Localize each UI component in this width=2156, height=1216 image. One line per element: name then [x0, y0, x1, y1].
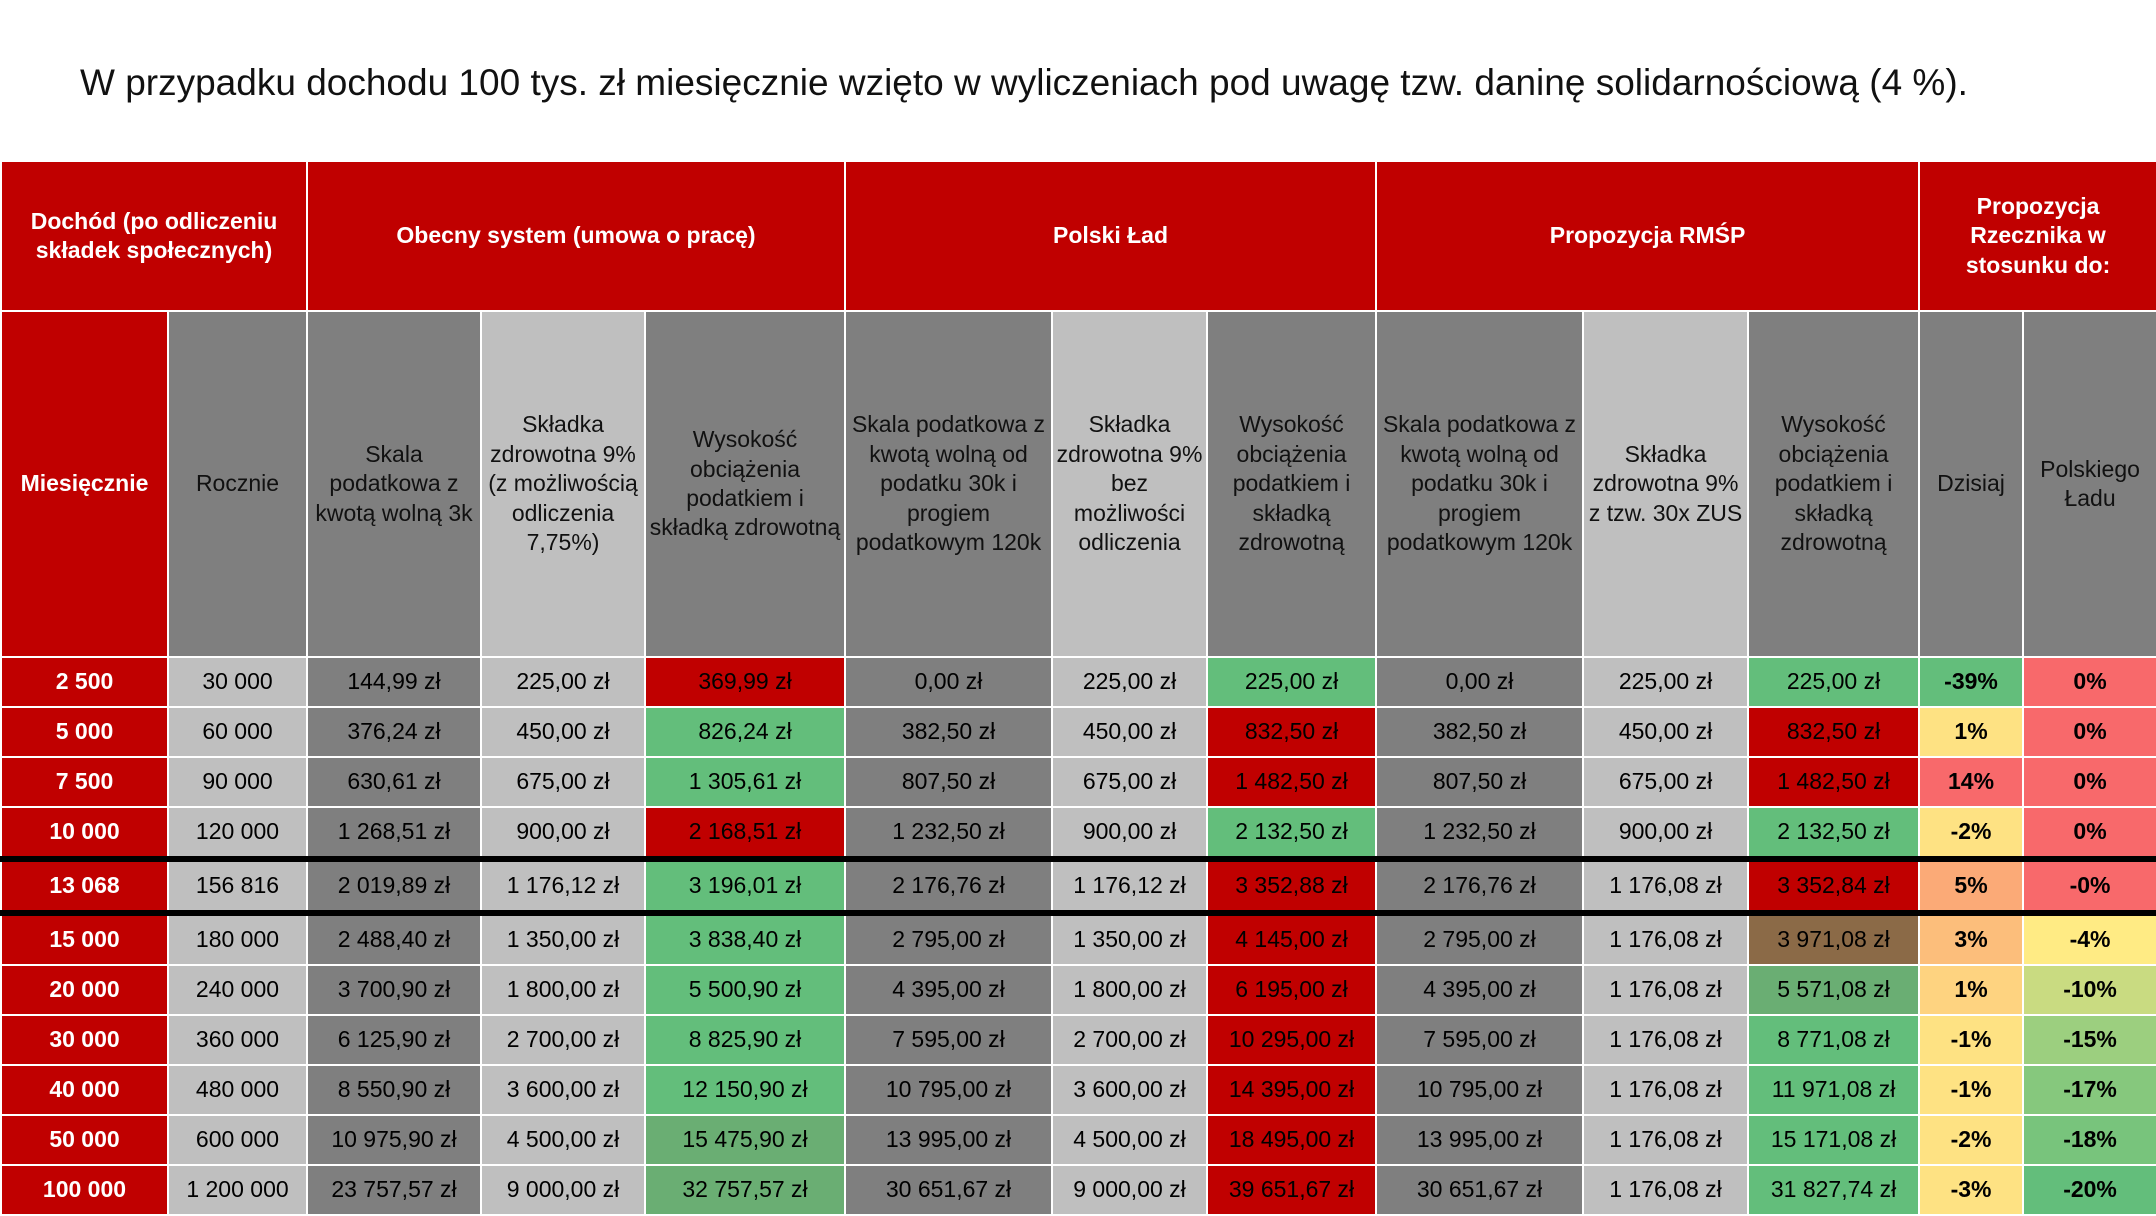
cell-cmp-today: -2%: [1919, 807, 2023, 859]
header-cur-total: Wysokość obciążenia podatkiem i składką zdrowotną: [645, 311, 845, 657]
cell-pl-total: 3 352,88 zł: [1207, 859, 1376, 913]
cell-cur-total: 15 475,90 zł: [645, 1115, 845, 1165]
cell-cur-tax: 6 125,90 zł: [307, 1015, 481, 1065]
cell-pl-tax: 0,00 zł: [845, 657, 1052, 707]
cell-monthly: 30 000: [1, 1015, 168, 1065]
cell-cmp-today: -1%: [1919, 1065, 2023, 1115]
cell-pl-health: 4 500,00 zł: [1052, 1115, 1207, 1165]
cell-cur-health: 1 350,00 zł: [481, 913, 645, 965]
table-row: [1, 707, 2156, 757]
header-cmp-pl: Polskiego Ładu: [2023, 311, 2156, 657]
cell-pl-total: 18 495,00 zł: [1207, 1115, 1376, 1165]
cell-yearly: 156 816: [168, 859, 307, 913]
cell-pl-tax: 2 176,76 zł: [845, 859, 1052, 913]
cell-yearly: 480 000: [168, 1065, 307, 1115]
cell-cur-tax: 2 488,40 zł: [307, 913, 481, 965]
cell-pl-health: 225,00 zł: [1052, 657, 1207, 707]
cell-cur-tax: 8 550,90 zł: [307, 1065, 481, 1115]
cell-cur-health: 675,00 zł: [481, 757, 645, 807]
table-row: [1, 807, 2156, 859]
cell-pl-tax: 807,50 zł: [845, 757, 1052, 807]
cell-monthly: 5 000: [1, 707, 168, 757]
cell-cur-health: 1 800,00 zł: [481, 965, 645, 1015]
cell-rm-tax: 0,00 zł: [1376, 657, 1583, 707]
cell-rm-tax: 1 232,50 zł: [1376, 807, 1583, 859]
cell-rm-tax: 13 995,00 zł: [1376, 1115, 1583, 1165]
cell-cmp-today: 1%: [1919, 965, 2023, 1015]
cell-cmp-today: 14%: [1919, 757, 2023, 807]
cell-rm-health: 1 176,08 zł: [1583, 1015, 1748, 1065]
table-row: [1, 657, 2156, 707]
cell-cur-total: 1 305,61 zł: [645, 757, 845, 807]
cell-pl-total: 1 482,50 zł: [1207, 757, 1376, 807]
header-cur-health: Składka zdrowotna 9% (z możliwością odliczenia 7,75%): [481, 311, 645, 657]
header-rm-total: Wysokość obciążenia podatkiem i składką zdrowotną: [1748, 311, 1919, 657]
cell-pl-tax: 1 232,50 zł: [845, 807, 1052, 859]
cell-cur-health: 4 500,00 zł: [481, 1115, 645, 1165]
cell-cur-total: 2 168,51 zł: [645, 807, 845, 859]
cell-cur-tax: 2 019,89 zł: [307, 859, 481, 913]
cell-pl-total: 10 295,00 zł: [1207, 1015, 1376, 1065]
cell-monthly: 40 000: [1, 1065, 168, 1115]
cell-cur-total: 5 500,90 zł: [645, 965, 845, 1015]
header-pl-tax: Skala podatkowa z kwotą wolną od podatku 30k i progiem podatkowym 120k: [845, 311, 1052, 657]
cell-cur-total: 369,99 zł: [645, 657, 845, 707]
cell-cur-total: 32 757,57 zł: [645, 1165, 845, 1215]
header-yearly: Rocznie: [168, 311, 307, 657]
cell-cur-tax: 23 757,57 zł: [307, 1165, 481, 1215]
cell-pl-health: 3 600,00 zł: [1052, 1065, 1207, 1115]
cell-pl-tax: 7 595,00 zł: [845, 1015, 1052, 1065]
cell-cur-tax: 1 268,51 zł: [307, 807, 481, 859]
table-row: [1, 1165, 2156, 1215]
cell-cmp-pl: 0%: [2023, 807, 2156, 859]
cell-cur-health: 450,00 zł: [481, 707, 645, 757]
cell-monthly: 20 000: [1, 965, 168, 1015]
cell-pl-health: 900,00 zł: [1052, 807, 1207, 859]
cell-pl-tax: 4 395,00 zł: [845, 965, 1052, 1015]
group-income: Dochód (po odliczeniu składek społecznych): [1, 161, 307, 311]
cell-pl-health: 675,00 zł: [1052, 757, 1207, 807]
cell-yearly: 90 000: [168, 757, 307, 807]
table-row: [1, 859, 2156, 913]
cell-cur-total: 3 838,40 zł: [645, 913, 845, 965]
group-rmsp: Propozycja RMŚP: [1376, 161, 1919, 311]
page-title: W przypadku dochodu 100 tys. zł miesięcznie wzięto w wyliczeniach pod uwagę tzw. daninę solidarnościową (4 %).: [80, 62, 1968, 103]
cell-cmp-pl: -4%: [2023, 913, 2156, 965]
cell-yearly: 120 000: [168, 807, 307, 859]
cell-cur-total: 12 150,90 zł: [645, 1065, 845, 1115]
cell-cmp-pl: 0%: [2023, 707, 2156, 757]
cell-cmp-today: 1%: [1919, 707, 2023, 757]
cell-cmp-pl: 0%: [2023, 657, 2156, 707]
cell-pl-tax: 2 795,00 zł: [845, 913, 1052, 965]
cell-pl-total: 225,00 zł: [1207, 657, 1376, 707]
cell-rm-health: 900,00 zł: [1583, 807, 1748, 859]
header-cur-tax: Skala podatkowa z kwotą wolną 3k: [307, 311, 481, 657]
table-row: [1, 913, 2156, 965]
cell-rm-health: 1 176,08 zł: [1583, 1065, 1748, 1115]
cell-cur-health: 2 700,00 zł: [481, 1015, 645, 1065]
cell-cur-health: 225,00 zł: [481, 657, 645, 707]
table-row: [1, 965, 2156, 1015]
header-monthly: Miesięcznie: [1, 311, 168, 657]
cell-monthly: 2 500: [1, 657, 168, 707]
cell-cmp-today: 3%: [1919, 913, 2023, 965]
cell-pl-total: 4 145,00 zł: [1207, 913, 1376, 965]
cell-monthly: 100 000: [1, 1165, 168, 1215]
cell-rm-tax: 10 795,00 zł: [1376, 1065, 1583, 1115]
cell-rm-tax: 807,50 zł: [1376, 757, 1583, 807]
cell-yearly: 360 000: [168, 1015, 307, 1065]
cell-cmp-today: -2%: [1919, 1115, 2023, 1165]
cell-rm-tax: 7 595,00 zł: [1376, 1015, 1583, 1065]
cell-cur-total: 3 196,01 zł: [645, 859, 845, 913]
cell-monthly: 10 000: [1, 807, 168, 859]
cell-pl-tax: 13 995,00 zł: [845, 1115, 1052, 1165]
cell-pl-tax: 382,50 zł: [845, 707, 1052, 757]
cell-pl-tax: 10 795,00 zł: [845, 1065, 1052, 1115]
cell-pl-health: 2 700,00 zł: [1052, 1015, 1207, 1065]
cell-rm-health: 1 176,08 zł: [1583, 1115, 1748, 1165]
cell-cur-health: 900,00 zł: [481, 807, 645, 859]
cell-rm-total: 3 971,08 zł: [1748, 913, 1919, 965]
cell-cmp-today: -39%: [1919, 657, 2023, 707]
cell-rm-health: 1 176,08 zł: [1583, 965, 1748, 1015]
cell-pl-total: 14 395,00 zł: [1207, 1065, 1376, 1115]
cell-pl-health: 1 176,12 zł: [1052, 859, 1207, 913]
cell-rm-health: 1 176,08 zł: [1583, 1165, 1748, 1215]
cell-yearly: 60 000: [168, 707, 307, 757]
cell-pl-total: 39 651,67 zł: [1207, 1165, 1376, 1215]
cell-rm-tax: 4 395,00 zł: [1376, 965, 1583, 1015]
cell-monthly: 7 500: [1, 757, 168, 807]
cell-rm-total: 832,50 zł: [1748, 707, 1919, 757]
header-pl-total: Wysokość obciążenia podatkiem i składką zdrowotną: [1207, 311, 1376, 657]
cell-rm-total: 8 771,08 zł: [1748, 1015, 1919, 1065]
cell-rm-total: 3 352,84 zł: [1748, 859, 1919, 913]
cell-rm-tax: 30 651,67 zł: [1376, 1165, 1583, 1215]
group-header-row: [1, 161, 2156, 311]
cell-cmp-pl: -17%: [2023, 1065, 2156, 1115]
group-current-system: Obecny system (umowa o pracę): [307, 161, 845, 311]
cell-rm-total: 1 482,50 zł: [1748, 757, 1919, 807]
cell-rm-total: 31 827,74 zł: [1748, 1165, 1919, 1215]
tax-comparison-table: [0, 160, 2156, 1216]
cell-pl-health: 1 800,00 zł: [1052, 965, 1207, 1015]
cell-rm-tax: 2 176,76 zł: [1376, 859, 1583, 913]
cell-monthly: 50 000: [1, 1115, 168, 1165]
cell-pl-total: 832,50 zł: [1207, 707, 1376, 757]
cell-cmp-today: -1%: [1919, 1015, 2023, 1065]
sub-header-row: [1, 311, 2156, 657]
cell-monthly: 15 000: [1, 913, 168, 965]
table-row: [1, 757, 2156, 807]
cell-cur-tax: 376,24 zł: [307, 707, 481, 757]
header-rm-health: Składka zdrowotna 9% z tzw. 30x ZUS: [1583, 311, 1748, 657]
cell-yearly: 1 200 000: [168, 1165, 307, 1215]
cell-pl-health: 1 350,00 zł: [1052, 913, 1207, 965]
cell-pl-health: 9 000,00 zł: [1052, 1165, 1207, 1215]
cell-pl-health: 450,00 zł: [1052, 707, 1207, 757]
cell-rm-total: 225,00 zł: [1748, 657, 1919, 707]
cell-cur-health: 1 176,12 zł: [481, 859, 645, 913]
cell-rm-total: 11 971,08 zł: [1748, 1065, 1919, 1115]
cell-cur-tax: 10 975,90 zł: [307, 1115, 481, 1165]
cell-cur-total: 8 825,90 zł: [645, 1015, 845, 1065]
cell-cur-tax: 3 700,90 zł: [307, 965, 481, 1015]
header-pl-health: Składka zdrowotna 9% bez możliwości odliczenia: [1052, 311, 1207, 657]
cell-cmp-pl: -15%: [2023, 1015, 2156, 1065]
cell-rm-tax: 382,50 zł: [1376, 707, 1583, 757]
group-polski-lad: Polski Ład: [845, 161, 1376, 311]
cell-rm-total: 2 132,50 zł: [1748, 807, 1919, 859]
cell-rm-total: 15 171,08 zł: [1748, 1115, 1919, 1165]
cell-rm-tax: 2 795,00 zł: [1376, 913, 1583, 965]
cell-rm-health: 450,00 zł: [1583, 707, 1748, 757]
cell-cmp-pl: -0%: [2023, 859, 2156, 913]
cell-cmp-today: -3%: [1919, 1165, 2023, 1215]
cell-rm-health: 675,00 zł: [1583, 757, 1748, 807]
cell-cmp-pl: -10%: [2023, 965, 2156, 1015]
cell-rm-health: 1 176,08 zł: [1583, 913, 1748, 965]
cell-cmp-pl: -20%: [2023, 1165, 2156, 1215]
cell-cur-tax: 144,99 zł: [307, 657, 481, 707]
table-row: [1, 1015, 2156, 1065]
cell-cmp-today: 5%: [1919, 859, 2023, 913]
cell-yearly: 600 000: [168, 1115, 307, 1165]
cell-cur-health: 3 600,00 zł: [481, 1065, 645, 1115]
group-compare: Propozycja Rzecznika w stosunku do:: [1919, 161, 2156, 311]
header-rm-tax: Skala podatkowa z kwotą wolną od podatku 30k i progiem podatkowym 120k: [1376, 311, 1583, 657]
table-row: [1, 1115, 2156, 1165]
cell-pl-tax: 30 651,67 zł: [845, 1165, 1052, 1215]
cell-yearly: 240 000: [168, 965, 307, 1015]
cell-cmp-pl: -18%: [2023, 1115, 2156, 1165]
table-row: [1, 1065, 2156, 1115]
cell-rm-health: 1 176,08 zł: [1583, 859, 1748, 913]
cell-rm-total: 5 571,08 zł: [1748, 965, 1919, 1015]
cell-rm-health: 225,00 zł: [1583, 657, 1748, 707]
cell-yearly: 30 000: [168, 657, 307, 707]
cell-cmp-pl: 0%: [2023, 757, 2156, 807]
cell-cur-total: 826,24 zł: [645, 707, 845, 757]
cell-cur-tax: 630,61 zł: [307, 757, 481, 807]
cell-pl-total: 2 132,50 zł: [1207, 807, 1376, 859]
cell-cur-health: 9 000,00 zł: [481, 1165, 645, 1215]
cell-monthly: 13 068: [1, 859, 168, 913]
cell-pl-total: 6 195,00 zł: [1207, 965, 1376, 1015]
cell-yearly: 180 000: [168, 913, 307, 965]
header-cmp-today: Dzisiaj: [1919, 311, 2023, 657]
